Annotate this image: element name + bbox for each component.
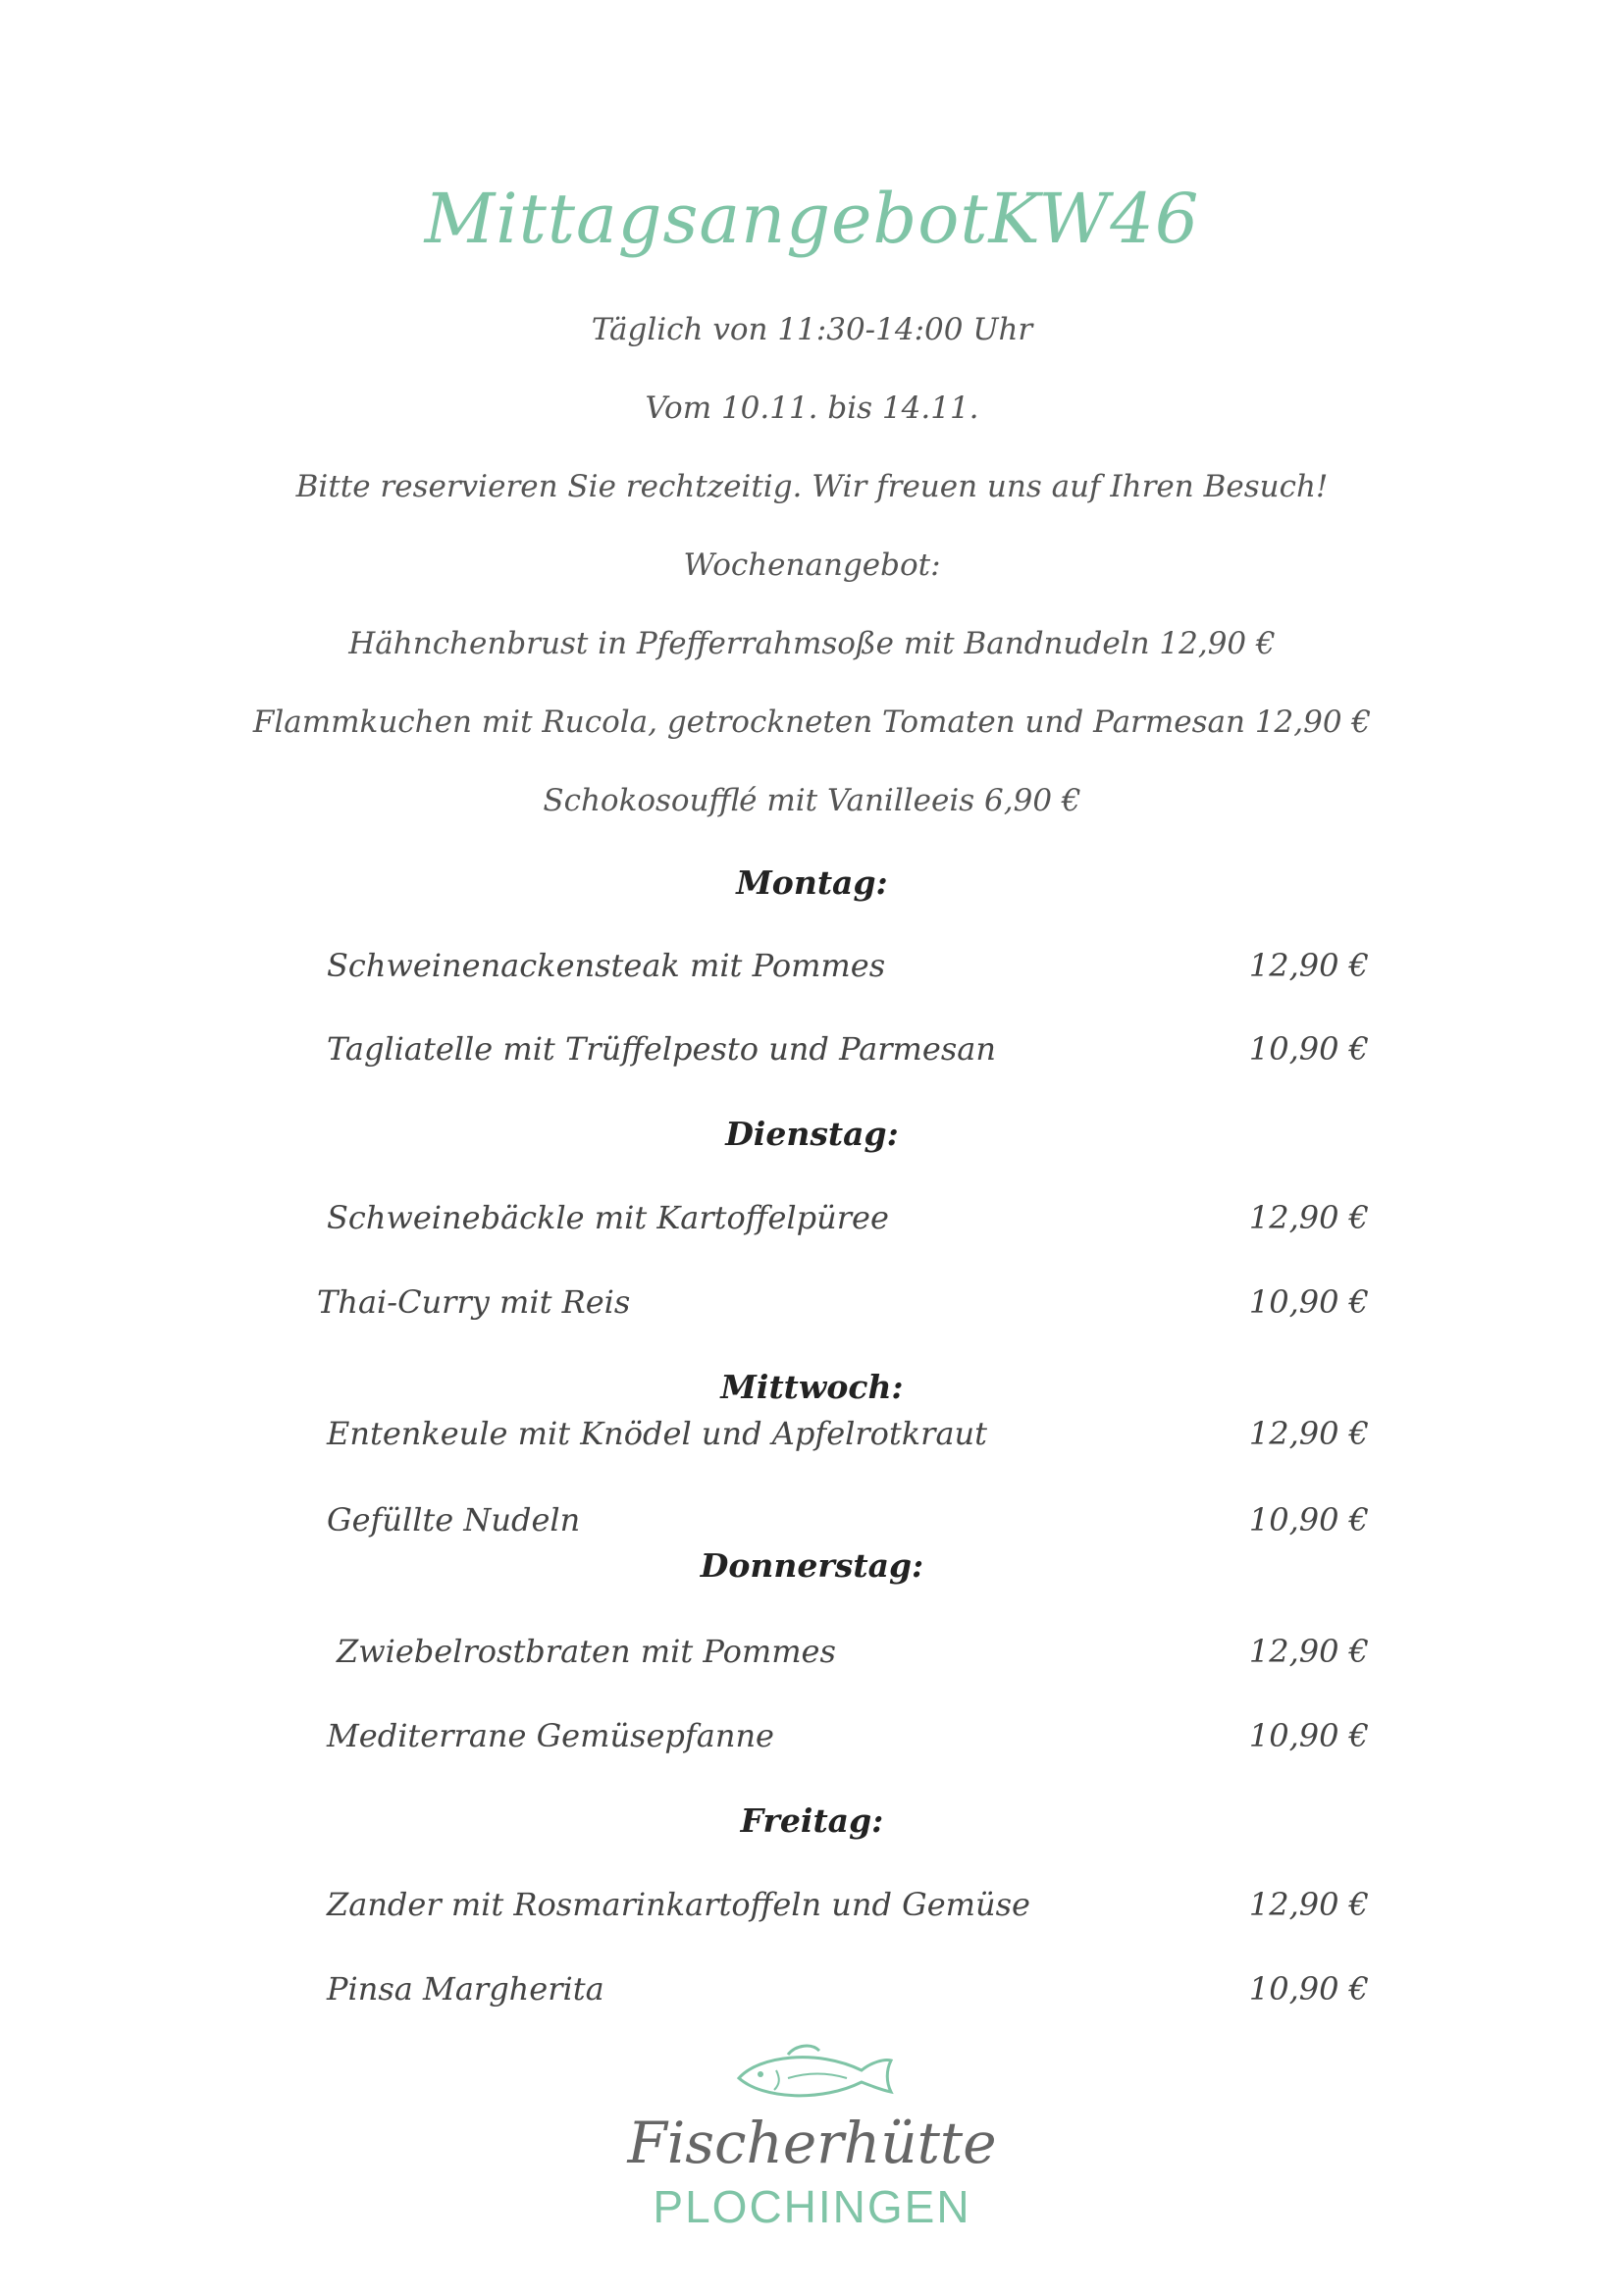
menu-dish: Gefüllte Nudeln (327, 1501, 581, 1539)
menu-price: 12,90 € (1248, 1633, 1369, 1670)
menu-price: 10,90 € (1248, 1030, 1369, 1068)
weekly-item: Hähnchenbrust in Pfefferrahmsoße mit Bandnudeln 12,90 € (348, 626, 1276, 661)
menu-price: 10,90 € (1248, 1970, 1369, 2008)
menu-price: 12,90 € (1248, 1415, 1369, 1452)
menu-dish: Schweinebäckle mit Kartoffelpüree (327, 1199, 889, 1236)
reservation-note: Bitte reservieren Sie rechtzeitig. Wir freuen uns auf Ihren Besuch! (295, 469, 1329, 504)
day-heading-freitag: Freitag: (740, 1801, 884, 1840)
menu-price: 10,90 € (1248, 1717, 1369, 1754)
menu-price: 10,90 € (1248, 1283, 1369, 1321)
menu-dish: Thai-Curry mit Reis (317, 1283, 631, 1321)
menu-dish: Pinsa Margherita (327, 1970, 604, 2008)
brand-city-text: PLOCHINGEN (653, 2181, 971, 2232)
fish-icon (0, 2041, 1624, 2113)
menu-price: 12,90 € (1248, 947, 1369, 984)
day-heading-montag: Montag: (736, 863, 888, 902)
brand-logo-text: Fischerhütte (627, 2110, 997, 2176)
page-title: MittagsangebotKW46 (424, 179, 1200, 259)
weekly-item: Flammkuchen mit Rucola, getrockneten Tomaten und Parmesan 12,90 € (252, 704, 1372, 740)
menu-price: 12,90 € (1248, 1199, 1369, 1236)
day-heading-mittwoch: Mittwoch: (720, 1368, 904, 1406)
opening-hours: Täglich von 11:30-14:00 Uhr (591, 312, 1033, 347)
menu-dish: Zwiebelrostbraten mit Pommes (337, 1633, 836, 1670)
day-heading-donnerstag: Donnerstag: (700, 1546, 924, 1585)
menu-dish: Mediterrane Gemüsepfanne (327, 1717, 774, 1754)
weekly-item: Schokosoufflé mit Vanilleeis 6,90 € (543, 783, 1081, 818)
menu-dish: Entenkeule mit Knödel und Apfelrotkraut (327, 1415, 988, 1452)
menu-price: 12,90 € (1248, 1886, 1369, 1923)
weekly-offer-label: Wochenangebot: (683, 548, 941, 583)
offer-period: Vom 10.11. bis 14.11. (645, 391, 979, 426)
menu-dish: Tagliatelle mit Trüffelpesto und Parmesan (327, 1030, 996, 1068)
menu-dish: Zander mit Rosmarinkartoffeln und Gemüse (327, 1886, 1030, 1923)
menu-dish: Schweinenackensteak mit Pommes (327, 947, 886, 984)
menu-price: 10,90 € (1248, 1501, 1369, 1539)
day-heading-dienstag: Dienstag: (725, 1115, 899, 1153)
